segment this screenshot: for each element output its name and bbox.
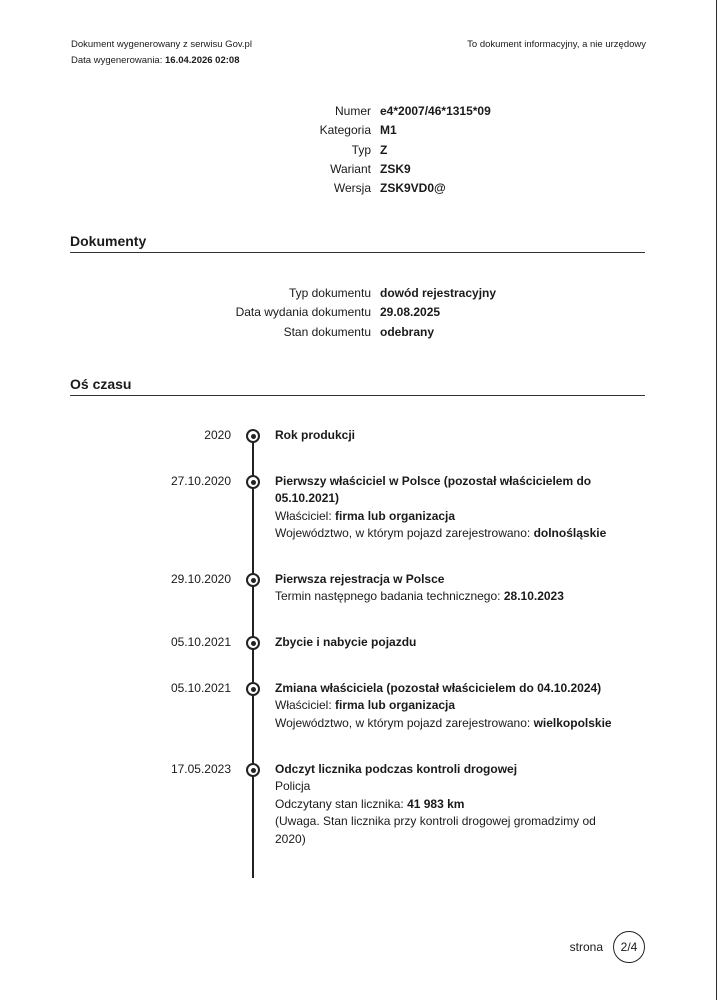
event-detail-label: Województwo, w którym pojazd zarejestrowano: [275, 526, 531, 541]
event-detail [275, 813, 615, 848]
timeline-axis [252, 436, 254, 878]
vehicle-type-value: Z [380, 142, 388, 157]
event-title: Zbycie i nabycie pojazdu [275, 635, 417, 649]
event-detail-label: Województwo, w którym pojazd zarejestrowano: [275, 715, 531, 730]
vehicle-type-value: M1 [380, 123, 397, 138]
event-detail [275, 778, 615, 795]
event-body [275, 427, 615, 444]
vehicle-type-value: ZSK9VD0@ [380, 181, 446, 196]
generated-date-label: Data wygenerowania: [71, 55, 163, 66]
event-detail-label: Policja [275, 779, 311, 794]
generation-info [71, 37, 252, 69]
vehicle-type-label: Wersja [333, 181, 371, 196]
event-detail-value: firma lub organizacja [335, 508, 456, 523]
documents-table [0, 286, 717, 344]
vehicle-type-row [0, 123, 717, 142]
event-detail-value: wielkopolskie [533, 715, 612, 730]
event-detail [275, 796, 615, 813]
event-detail-label: Właściciel: [275, 698, 332, 713]
event-date: 29.10.2020 [170, 572, 231, 586]
vehicle-type-row [0, 181, 717, 200]
document-row [0, 286, 717, 305]
event-title: Odczyt licznika podczas kontroli drogowej [275, 762, 518, 776]
event-date: 27.10.2020 [170, 474, 231, 488]
event-date: 05.10.2021 [170, 635, 231, 649]
document-label: Data wydania dokumentu [235, 305, 371, 320]
timeline-section-title: Oś czasu [70, 376, 645, 396]
vehicle-type-value: e4*2007/46*1315*09 [380, 104, 491, 118]
event-detail-value: firma lub organizacja [335, 698, 456, 713]
document-label: Typ dokumentu [288, 286, 371, 300]
vehicle-type-row [0, 162, 717, 181]
vehicle-type-row [0, 143, 717, 162]
event-date: 17.05.2023 [170, 762, 231, 776]
event-date: 05.10.2021 [170, 681, 231, 695]
document-row [0, 305, 717, 324]
generated-from-text: Dokument wygenerowany z serwisu Gov.pl [71, 39, 252, 50]
event-title: Rok produkcji [275, 428, 356, 442]
document-value: 29.08.2025 [380, 305, 441, 320]
event-detail-label: Właściciel: [275, 508, 332, 523]
event-detail [275, 588, 615, 605]
document-row [0, 325, 717, 344]
vehicle-type-label: Numer [334, 104, 371, 118]
event-detail [275, 508, 615, 525]
event-detail [275, 715, 615, 732]
event-body [275, 571, 615, 606]
generated-date-value: 16.04.2026 02:08 [165, 55, 240, 66]
event-detail-label: Odczytany stan licznika: [275, 796, 404, 811]
vehicle-type-label: Wariant [330, 161, 371, 176]
disclaimer-text: To dokument informacyjny, a nie urzędowy [467, 39, 646, 50]
vehicle-type-value: ZSK9 [380, 161, 411, 176]
event-body [275, 761, 615, 848]
page-number-badge: 2/4 [613, 931, 645, 963]
vehicle-type-label: Kategoria [319, 123, 371, 138]
generated-date-line [71, 53, 252, 69]
event-detail-label: Termin następnego badania technicznego: [275, 589, 501, 604]
event-title: Pierwsza rejestracja w Polsce [275, 572, 445, 586]
timeline-dot-icon [246, 429, 260, 443]
event-detail-label: (Uwaga. Stan licznika przy kontroli drogowej gromadzimy od 2020) [275, 814, 596, 846]
event-detail [275, 525, 615, 542]
timeline-dot-icon [246, 763, 260, 777]
page-footer [570, 930, 645, 964]
event-body [275, 680, 615, 732]
event-body [275, 634, 615, 651]
event-body [275, 473, 615, 543]
documents-section-title: Dokumenty [70, 233, 645, 253]
document-value: dowód rejestracyjny [380, 286, 497, 300]
event-date: 2020 [204, 428, 231, 442]
event-title: Pierwszy właściciel w Polsce (pozostał właścicielem do 05.10.2021) [275, 474, 592, 506]
timeline-dot-icon [246, 636, 260, 650]
event-detail-value: dolnośląskie [533, 526, 607, 541]
event-detail [275, 697, 615, 714]
timeline-dot-icon [246, 682, 260, 696]
page-label: strona [569, 940, 603, 954]
vehicle-type-label: Typ [351, 142, 371, 157]
timeline-dot-icon [246, 475, 260, 489]
timeline-dot-icon [246, 573, 260, 587]
document-value: odebrany [380, 324, 435, 339]
event-detail-value: 28.10.2023 [503, 589, 564, 604]
document-label: Stan dokumentu [283, 324, 371, 339]
event-title: Zmiana właściciela (pozostał właścicielem do 04.10.2024) [275, 681, 602, 695]
vehicle-type-row [0, 104, 717, 123]
event-detail-value: 41 983 km [407, 796, 465, 811]
vehicle-type-table [0, 104, 717, 200]
